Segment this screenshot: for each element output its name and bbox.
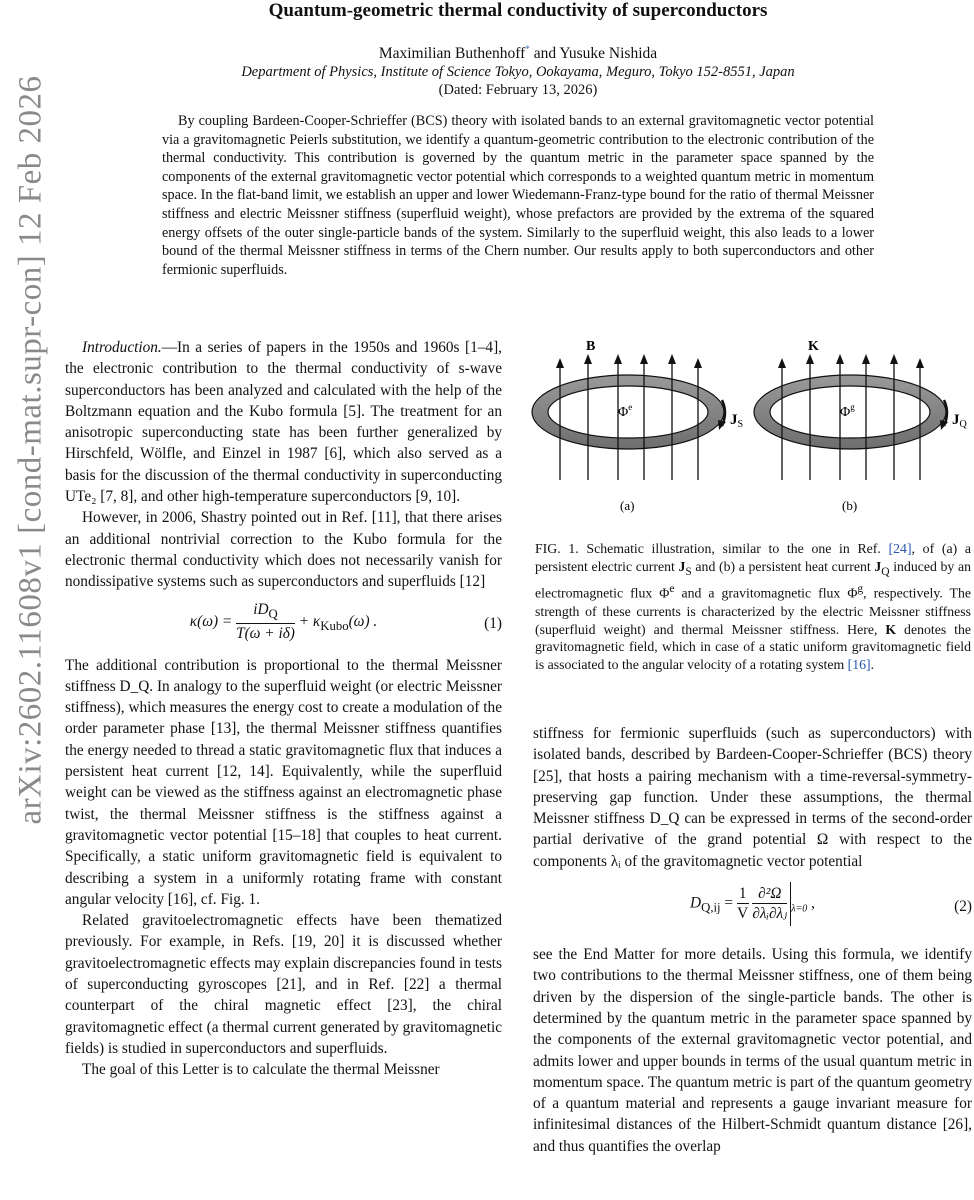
paragraph-meissner: The additional contribution is proportional to the thermal Meissner stiffness D_Q. In analogy to the superfluid weight (or electric Meissner stiffness), which measures the energy cost to create a modulation of the order parameter phase [13], the thermal Meissner stiffness quantifies the energy needed to thread a static gravitomagnetic flux that induces a persistent heat current [12, 14]. Equivalently, while the superfluid weight can be viewed as the stiffness against an electromagnetic phase twist, the thermal Meissner stiffness is the stiffness against a gravitomagnetic vector potential [15–18] that couples to heat current. Specifically, a static uniform gravitomagnetic field is equivalent to describing a system in a uniformly rotating frame with constant angular velocity [16], cf. Fig. 1. — [65, 656, 502, 908]
field-arrowheads-a — [556, 354, 702, 368]
panel-b-label: (b) — [842, 498, 858, 513]
paragraph-related: Related gravitoelectromagnetic effects have been thematized previously. For example, in Refs. [19, 20] it is discussed whether gravitoelectromagnetic effects may explain discrepancies found in tests of superconducting gyroscopes [21], and in Ref. [22] a thermal counterpart of the chiral magnetic effect [23], the chiral gravitomagnetic effect (a thermal current generated by gravitomagnetic fields) is studied in superconductors and superfluids. — [65, 912, 502, 1057]
paragraph-bcs: stiffness for fermionic superfluids (such as superconductors) with isolated bands, described by Bardeen-Cooper-Schrieffer (BCS) theory [25], that hosts a pairing mechanism with a time-reversal-symmetry-preserving gap function. Under these assumptions, the thermal Meissner stiffness D_Q can be expressed in terms of the second-order partial derivative of the grand potential Ω with respect to the components λᵢ of the gravitomagnetic vector potential — [533, 725, 972, 870]
equation-1: κ(ω) = $\frac{iD_Q}{T(\omega + i\delta)}$ + $\kappa_{Kubo}(\omega)$ . (1) — [189, 600, 502, 642]
paragraph-goal: The goal of this Letter is to calculate the thermal Meissner — [82, 1061, 440, 1079]
current-label-a: $J_S$ — [730, 412, 744, 430]
intro-paragraph: Introduction.—In a series of papers in the 1950s and 1960s [1–4], the electronic contribution to the thermal conductivity of s-wave superconductors has been analyzed and calculated with the help of the Boltzmann equation and the Kubo formula [5]. The treatment for an anisotropic superconducting state has been further generalized by Hirschfeld, Wölfle, and Einzel in 1987 [6], which also served as a basis for the discussion of the thermal conductivity in superconducting UTe₂ [7, 8], and other high-temperature superconductors [9, 10]. — [65, 339, 502, 506]
author-first: Maximilian Buthenhoff — [378, 45, 526, 63]
equation-2-number: (2) — [954, 898, 972, 916]
equation-1-number: (1) — [484, 614, 502, 632]
flux-label-a: $\Phi^e$ — [618, 402, 633, 420]
affiliation: Department of Physics, Institute of Science Tokyo, Ookayama, Meguro, Tokyo 152-8551, Japan — [241, 64, 795, 81]
right-column — [533, 723, 972, 1157]
paragraph-shastry: However, in 2006, Shastry pointed out in Ref. [11], that there arises an additional nontrivial correction to the Kubo formula for the electronic thermal conductivity which does not necessarily vanish for nondissipative systems such as superconductors and superfluids [12] — [65, 509, 502, 591]
left-column — [65, 337, 502, 1081]
figure-1-caption: FIG. 1. Schematic illustration, similar to the one in Ref. [24], of (a) a persistent electric current $J_S$ and (b) a persistent heat current $J_Q$ induced by an electromagnetic flux $\Phi^e$ and a gravitomagnetic flux $\Phi^g$, respectively. The strength of these currents is characterized by the electric Meissner stiffness (superfluid weight) and thermal Meissner stiffness. Here, K denotes the gravitomagnetic field, which in case of a static uniform gravitomagnetic field is associated to the angular velocity of a rotating system [16]. — [535, 541, 971, 673]
date-line: (Dated: February 13, 2026) — [438, 82, 598, 99]
arxiv-stamp — [0, 0, 62, 1200]
paragraph-contributions: see the End Matter for more details. Using this formula, we identify two contributions to the thermal Meissner stiffness, one of them being driven by the dispersion of the single-particle bands. The other is determined by the quantum metric in the parameter space spanned by the components of the external gravitomagnetic vector potential, and admits lower and upper bounds in terms of the usual quantum metric in momentum space. The quantum metric is part of the quantum geometry of a quantum material and represents a gauge invariant measure for infinitesimal distances of the Hilbert-Schmidt quantum distance [26], and thus quantifies the overlap — [533, 946, 972, 1155]
author-footnote-mark[interactable]: * — [525, 44, 530, 54]
paper-title: Quantum-geometric thermal conductivity of superconductors — [268, 0, 768, 21]
caption-ref-24[interactable]: [24] — [888, 541, 912, 556]
abstract: By coupling Bardeen-Cooper-Schrieffer (BCS) theory with isolated bands to an external gravitomagnetic vector potential via a gravitomagnetic Peierls substitution, we identify a quantum-geometric contribution to the electronic contribution of the thermal conductivity. This contribution is governed by the quantum metric in the parameter space spanned by the components of the external gravitomagnetic vector potential which corresponds to a weighted quantum metric in momentum space. In the flat-band limit, we establish an upper and lower Wiedemann-Franz-type bound for the ratio of thermal Meissner stiffness and electric Meissner stiffness (superfluid weight), whose prefactors are provided by the extrema of the squared energy offsets of the outer single-particle bands of the system. Similarly to the superfluid weight, this also leads to a lower bound of the thermal Meissner stiffness in terms of the Chern number. Our results apply to both superconductors and other fermionic superfluids. — [162, 113, 874, 278]
caption-ref-16[interactable]: [16] — [847, 657, 871, 673]
field-label-a: B — [586, 339, 596, 354]
figure-1 — [520, 330, 974, 530]
current-label-b: $J_Q$ — [952, 412, 967, 430]
panel-a-label: (a) — [620, 498, 635, 513]
equation-2: $D_{Q,ij}$ = $\frac{1}{V}$ $\frac{\text{∂²Ω}}{\text{∂λᵢ∂λⱼ}}$ $_{\lambda=0}$ , (2) — [533, 882, 972, 934]
paper-header — [62, 0, 974, 99]
figure-1-diagram — [520, 330, 974, 530]
field-arrowheads-b — [778, 354, 924, 368]
author-second: Yusuke Nishida — [559, 45, 658, 63]
flux-label-b: $\Phi^g$ — [840, 402, 855, 420]
author-line — [62, 40, 974, 63]
section-heading-introduction: Introduction. — [82, 339, 162, 356]
author-connector: and — [529, 45, 560, 63]
panel-b — [754, 339, 968, 513]
arxiv-identifier: arXiv:2602.11608v1 [cond-mat.supr-con] 12 Feb 2026 — [12, 75, 49, 825]
field-label-b: K — [808, 339, 819, 354]
panel-a — [532, 339, 743, 513]
